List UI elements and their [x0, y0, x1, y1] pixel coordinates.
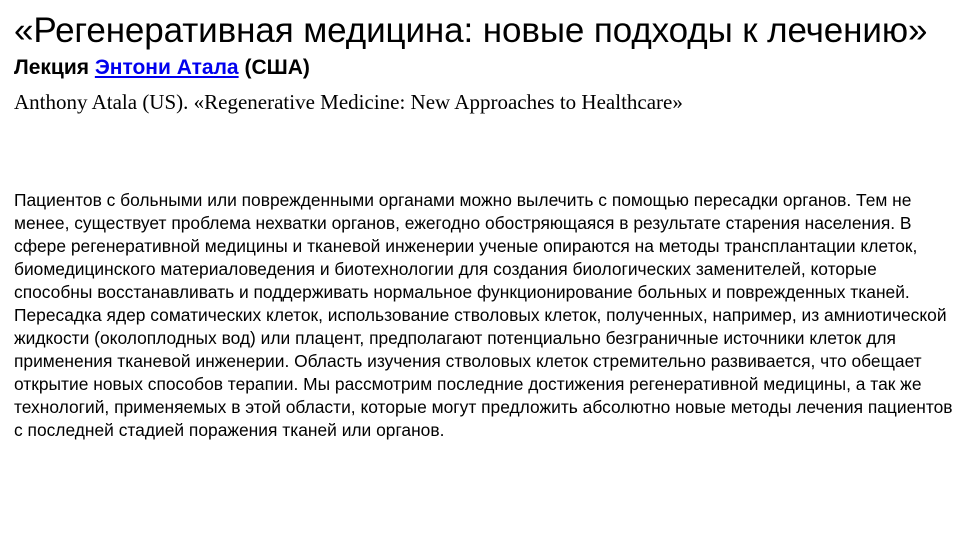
lecture-title: «Регенеративная медицина: новые подходы к лечению» [14, 11, 928, 50]
english-title: Anthony Atala (US). «Regenerative Medicine: New Approaches to Healthcare» [14, 90, 683, 114]
lecture-page [14, 0, 959, 442]
lecture-abstract: Пациентов с больными или поврежденными органами можно вылечить с помощью пересадки органов. Тем не менее, существует проблема нехватки органов, ежегодно обостряющаяся в результате старения населения. В сфере регенеративной медицины и тканевой инженерии ученые опираются на методы трансплантации клеток, биомедицинского материаловедения и биотехнологии для создания биологических заменителей, которые способны восстанавливать и поддерживать нормальное функционирование больных и поврежденных тканей. Пересадка ядер соматических клеток, использование стволовых клеток, полученных, например, из амниотической жидкости (околоплодных вод) или плацент, предполагают потенциально безграничные источники клеток для применения тканевой инженерии. Область изучения стволовых клеток стремительно развивается, что обещает открытие новых способов терапии. Мы рассмотрим последние достижения регенеративной медицины, а так же технологий, применяемых в этой области, которые могут предложить абсолютно новые методы лечения пациентов с последней стадией поражения тканей или органов. [14, 190, 953, 440]
lecture-byline [14, 55, 959, 81]
lecture-prefix: Лекция [14, 56, 89, 79]
speaker-link[interactable]: Энтони Атала [94, 56, 239, 79]
speaker-country: (США) [244, 56, 310, 79]
